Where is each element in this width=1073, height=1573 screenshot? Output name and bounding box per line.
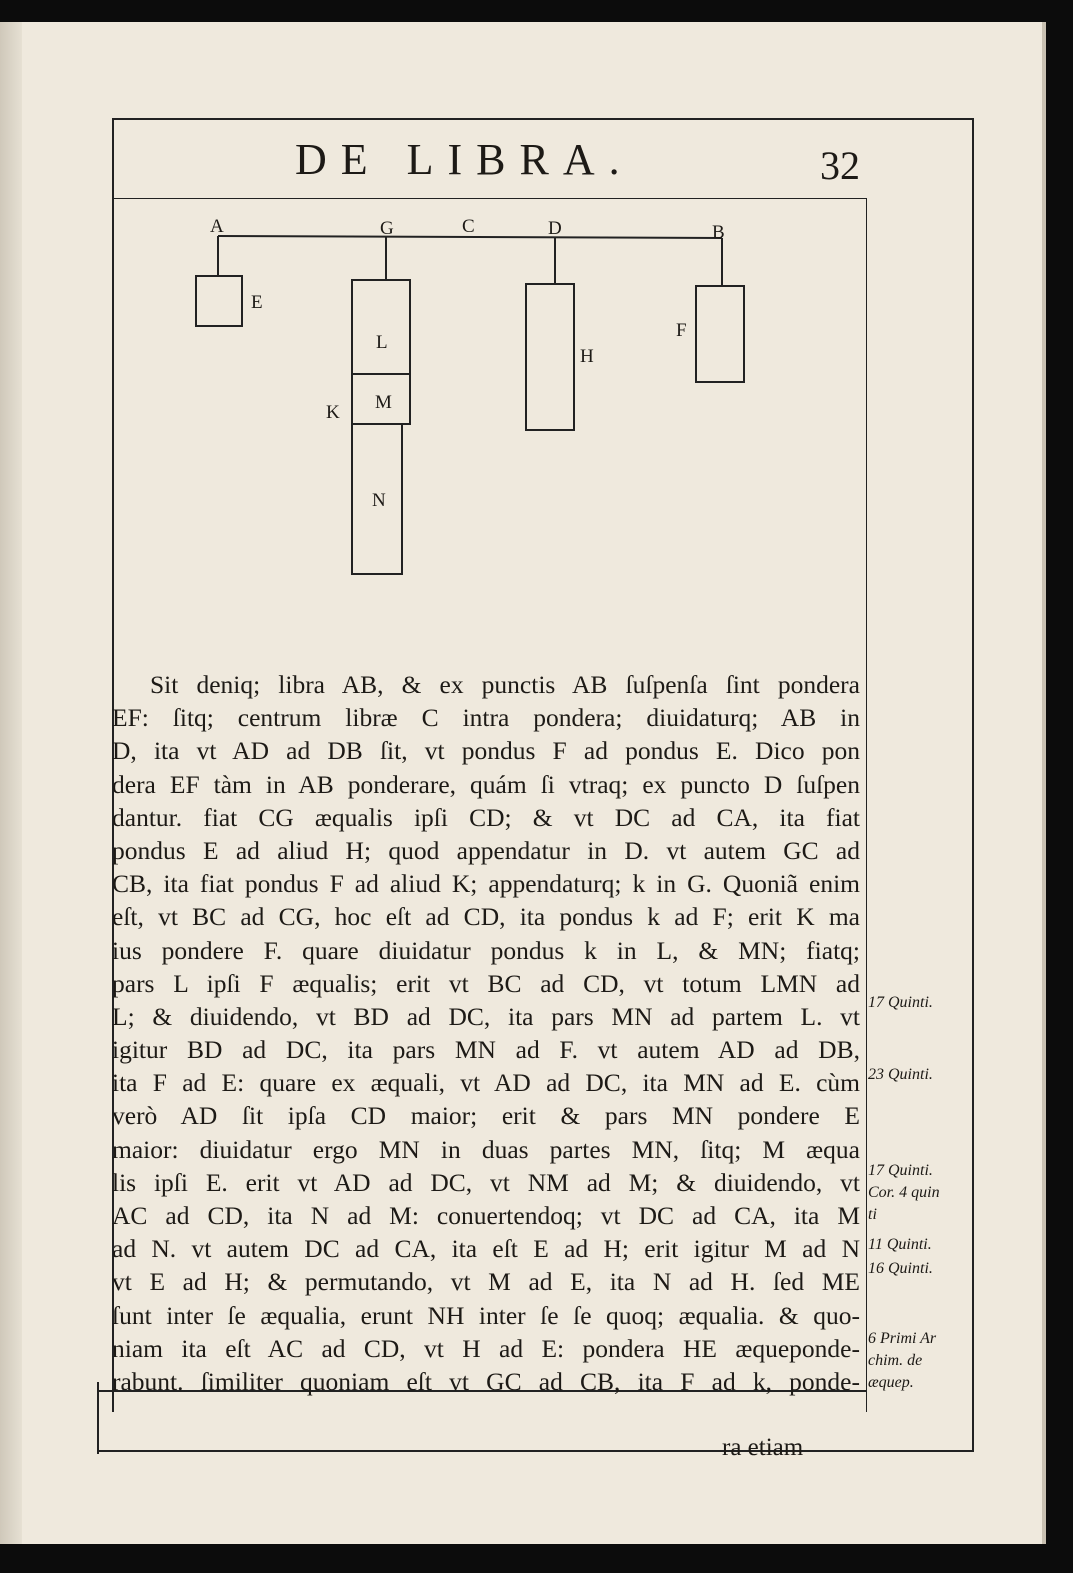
text-line: rabunt. ſimiliter quoniam eſt vt GC ad CB, ita F ad k, ponde- — [112, 1366, 860, 1396]
text-line: EF: ſitq; centrum libræ C intra pondera; diuidaturq; AB in — [112, 703, 860, 733]
text-line: lis ipſi E. erit vt AD ad DC, vt NM ad M; & diuidendo, vt — [112, 1167, 860, 1197]
weight-e — [196, 276, 242, 326]
label-b: B — [712, 222, 725, 243]
text-line: igitur BD ad DC, ita pars MN ad F. vt autem AD ad DB, — [112, 1035, 860, 1065]
text-line: eſt, vt BC ad CG, hoc eſt ad CD, ita pondus k ad F; erit K ma — [112, 902, 860, 932]
label-c: C — [462, 216, 475, 237]
text-line: CB, ita fiat pondus F ad aliud K; appendaturq; k in G. Quoniã enim — [112, 869, 860, 899]
text-line: verò AD ſit ipſa CD maior; erit & pars MN pondere E — [112, 1101, 860, 1131]
text-line: pondus E ad aliud H; quod appendatur in D. vt autem GC ad — [112, 835, 860, 865]
label-a: A — [210, 216, 224, 237]
frame-bottom-rule — [97, 1450, 974, 1452]
label-g: G — [380, 218, 394, 239]
page-number: 32 — [820, 143, 860, 188]
label-e: E — [251, 292, 263, 313]
weight-f — [696, 286, 744, 382]
book-page — [0, 22, 1046, 1544]
text-line: pars L ipſi F æqualis; erit vt BC ad CD, vt totum LMN ad — [112, 968, 860, 998]
margin-note: 17 Quinti. — [868, 1162, 933, 1179]
balance-diagram — [0, 22, 1042, 642]
margin-note: ti — [868, 1206, 877, 1223]
label-k: K — [326, 402, 340, 423]
running-head: DE LIBRA. — [295, 135, 634, 184]
text-line: maior: diuidatur ergo MN in duas partes MN, ſitq; M æqua — [112, 1134, 860, 1164]
text-line: niam ita eſt AC ad CD, vt H ad E: pondera HE æqueponde- — [112, 1333, 860, 1363]
frame-left-foot-rule — [97, 1382, 99, 1454]
label-n: N — [372, 490, 386, 511]
margin-note: æquep. — [868, 1374, 914, 1391]
label-h: H — [580, 346, 594, 367]
label-d: D — [548, 218, 562, 239]
text-line: ſunt inter ſe æqualia, erunt NH inter ſe ſe quoq; æqualia. & quo- — [112, 1300, 860, 1330]
margin-note: Cor. 4 quin — [868, 1184, 940, 1201]
text-line: dera EF tàm in AB ponderare, quám ſi vtraq; ex puncto D ſuſpen — [112, 769, 860, 799]
margin-note: 17 Quinti. — [868, 994, 933, 1011]
margin-note: 23 Quinti. — [868, 1066, 933, 1083]
text-line: ius pondere F. quare diuidatur pondus k in L, & MN; fiatq; — [112, 935, 860, 965]
text-line: ita F ad E: quare ex æquali, vt AD ad DC, ita MN ad E. cùm — [112, 1068, 860, 1098]
text-line: vt E ad H; & permutando, vt M ad E, ita N ad H. ſed ME — [112, 1267, 860, 1297]
text-line: AC ad CD, ita N ad M: conuertendoq; vt DC ad CA, ita M — [112, 1201, 860, 1230]
text-line: ad N. vt autem DC ad CA, ita eſt E ad H; erit igitur M ad N — [112, 1234, 860, 1264]
weight-h — [526, 284, 574, 430]
label-f: F — [676, 320, 687, 341]
margin-note: 11 Quinti. — [868, 1236, 932, 1253]
margin-note: 16 Quinti. — [868, 1260, 933, 1277]
label-l: L — [376, 332, 388, 353]
margin-note: 6 Primi Ar — [868, 1330, 937, 1347]
body-text — [112, 668, 860, 1398]
text-line: D, ita vt AD ad DB ſit, vt pondus F ad pondus E. Dico pon — [112, 736, 860, 766]
text-line: L; & diuidendo, vt BD ad DC, ita pars MN ad partem L. vt — [112, 1001, 860, 1031]
catchword: ra etiam — [722, 1434, 804, 1461]
text-line: dantur. fiat CG æqualis ipſi CD; & vt DC ad CA, ita fiat — [112, 802, 860, 832]
weight-l — [352, 280, 410, 374]
text-line: Sit deniq; libra AB, & ex punctis AB ſuſpenſa ſint pondera — [150, 670, 860, 699]
label-m: M — [375, 392, 392, 413]
margin-note: chim. de — [868, 1352, 923, 1369]
